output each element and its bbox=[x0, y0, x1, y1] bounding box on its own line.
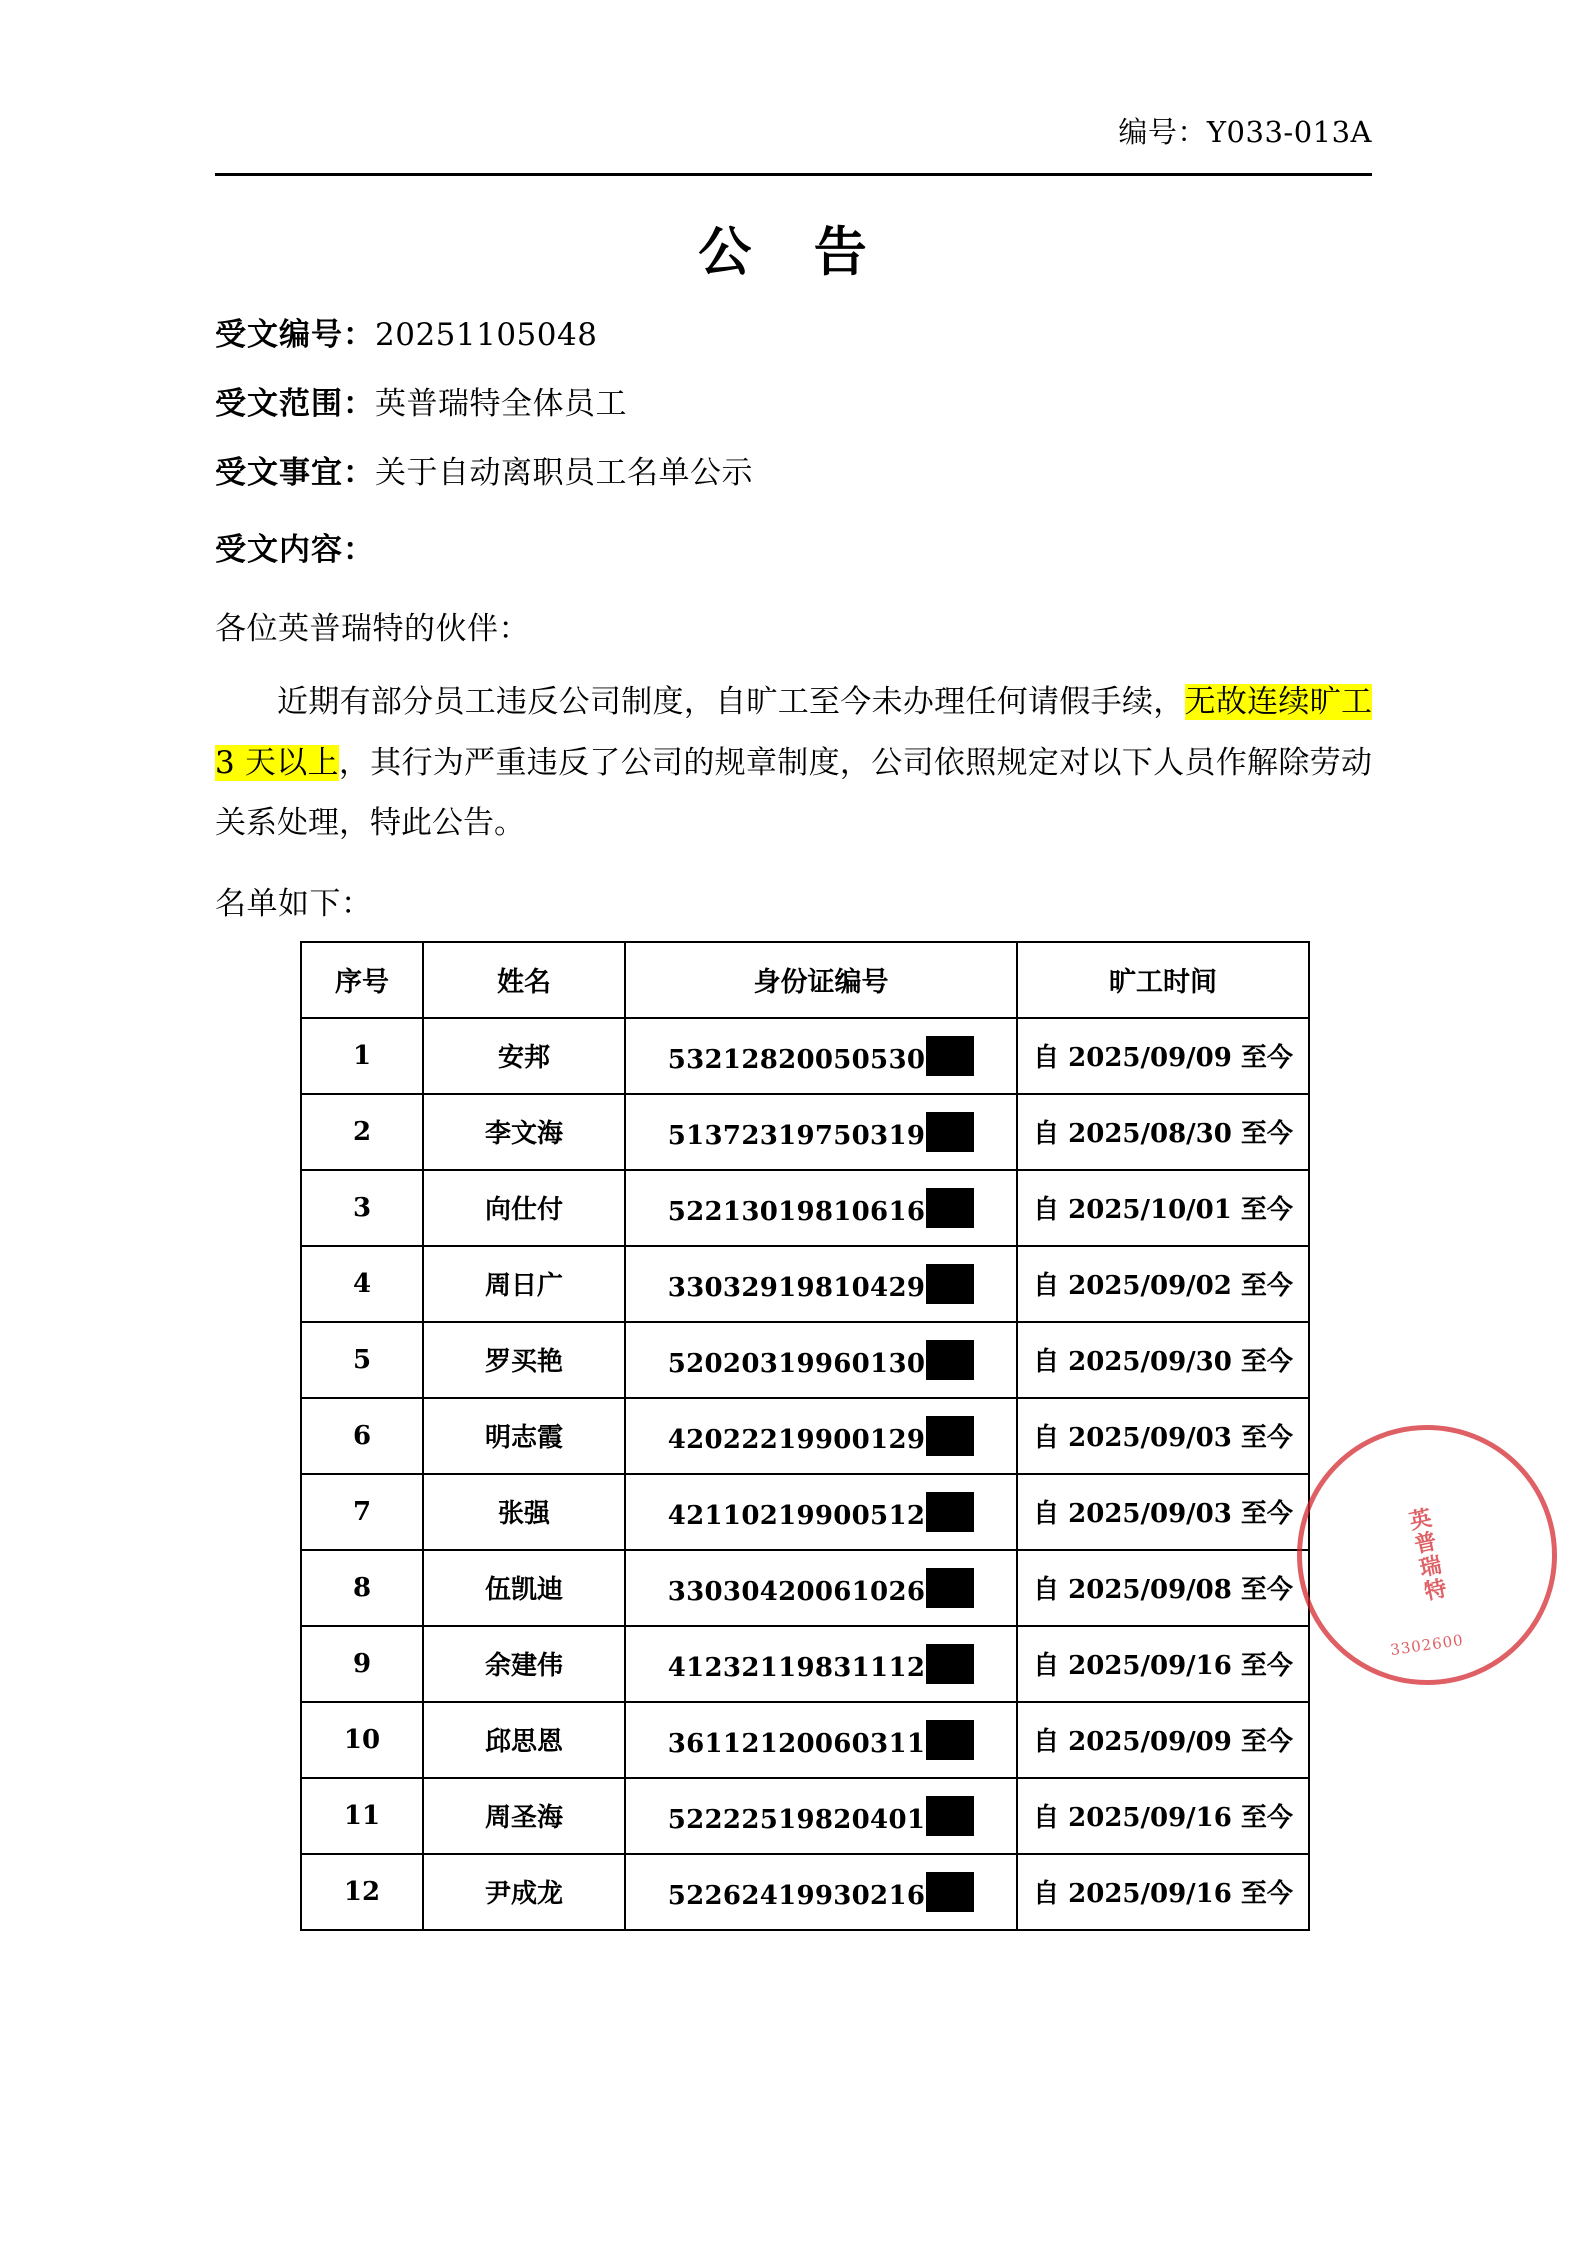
cell-id bbox=[625, 1626, 1017, 1702]
cell-name: 罗买艳 bbox=[423, 1322, 625, 1398]
time-date: 2025/09/16 bbox=[1068, 1651, 1232, 1682]
table-row bbox=[301, 1854, 1309, 1930]
id-digits: 52213019810616 bbox=[667, 1196, 926, 1227]
time-date: 2025/09/09 bbox=[1068, 1043, 1232, 1074]
redaction-bar bbox=[926, 1112, 974, 1152]
cell-time bbox=[1017, 1246, 1309, 1322]
time-date: 2025/09/16 bbox=[1068, 1803, 1232, 1834]
time-suffix: 至今 bbox=[1231, 1575, 1293, 1606]
time-prefix: 自 bbox=[1033, 1651, 1069, 1682]
cell-time bbox=[1017, 1702, 1309, 1778]
time-prefix: 自 bbox=[1033, 1195, 1069, 1226]
time-prefix: 自 bbox=[1033, 1119, 1069, 1150]
redaction-bar bbox=[926, 1416, 974, 1456]
time-suffix: 至今 bbox=[1231, 1423, 1293, 1454]
table-row bbox=[301, 1398, 1309, 1474]
meta-value: 英普瑞特全体员工 bbox=[375, 385, 627, 422]
cell-index: 3 bbox=[301, 1170, 423, 1246]
redaction-bar bbox=[926, 1036, 974, 1076]
table-header-row bbox=[301, 942, 1309, 1018]
redaction-bar bbox=[926, 1872, 974, 1912]
time-suffix: 至今 bbox=[1231, 1271, 1293, 1302]
cell-name: 明志霞 bbox=[423, 1398, 625, 1474]
cell-name: 周圣海 bbox=[423, 1778, 625, 1854]
cell-name: 尹成龙 bbox=[423, 1854, 625, 1930]
cell-name: 李文海 bbox=[423, 1094, 625, 1170]
time-suffix: 至今 bbox=[1231, 1119, 1293, 1150]
cell-name: 余建伟 bbox=[423, 1626, 625, 1702]
column-header-time: 旷工时间 bbox=[1017, 942, 1309, 1018]
redaction-bar bbox=[926, 1644, 974, 1684]
header-divider bbox=[215, 173, 1372, 176]
cell-index: 6 bbox=[301, 1398, 423, 1474]
id-digits: 42110219900512 bbox=[667, 1500, 926, 1531]
meta-row-scope bbox=[215, 385, 1372, 424]
id-digits: 52262419930216 bbox=[667, 1880, 926, 1911]
body-part-1: 近期有部分员工违反公司制度，自旷工至今未办理任何请假手续， bbox=[277, 684, 1185, 721]
content-section-label: 受文内容： bbox=[215, 532, 375, 569]
cell-id bbox=[625, 1322, 1017, 1398]
table-row bbox=[301, 1626, 1309, 1702]
column-header-id: 身份证编号 bbox=[625, 942, 1017, 1018]
time-prefix: 自 bbox=[1033, 1575, 1069, 1606]
cell-name: 向仕付 bbox=[423, 1170, 625, 1246]
cell-time bbox=[1017, 1322, 1309, 1398]
cell-time bbox=[1017, 1854, 1309, 1930]
doc-number bbox=[215, 0, 1372, 151]
time-date: 2025/10/01 bbox=[1068, 1195, 1232, 1226]
cell-time bbox=[1017, 1778, 1309, 1854]
cell-index: 11 bbox=[301, 1778, 423, 1854]
cell-index: 7 bbox=[301, 1474, 423, 1550]
cell-index: 10 bbox=[301, 1702, 423, 1778]
cell-id bbox=[625, 1094, 1017, 1170]
meta-row-doc-number bbox=[215, 316, 1372, 355]
time-suffix: 至今 bbox=[1231, 1803, 1293, 1834]
id-digits: 36112120060311 bbox=[667, 1728, 926, 1759]
table-row bbox=[301, 1170, 1309, 1246]
id-digits: 33032919810429 bbox=[667, 1272, 926, 1303]
cell-name: 邱思恩 bbox=[423, 1702, 625, 1778]
cell-time bbox=[1017, 1398, 1309, 1474]
meta-label: 受文范围： bbox=[215, 385, 375, 422]
meta-value: 20251105048 bbox=[375, 317, 598, 353]
cell-time bbox=[1017, 1018, 1309, 1094]
id-digits: 51372319750319 bbox=[667, 1120, 926, 1151]
time-date: 2025/09/02 bbox=[1068, 1271, 1232, 1302]
table-row bbox=[301, 1550, 1309, 1626]
time-date: 2025/09/03 bbox=[1068, 1499, 1232, 1530]
time-suffix: 至今 bbox=[1231, 1651, 1293, 1682]
time-date: 2025/08/30 bbox=[1068, 1119, 1232, 1150]
cell-id bbox=[625, 1854, 1017, 1930]
cell-time bbox=[1017, 1474, 1309, 1550]
redaction-bar bbox=[926, 1492, 974, 1532]
cell-time bbox=[1017, 1626, 1309, 1702]
cell-id bbox=[625, 1474, 1017, 1550]
column-header-index: 序号 bbox=[301, 942, 423, 1018]
cell-id bbox=[625, 1550, 1017, 1626]
id-digits: 52222519820401 bbox=[667, 1804, 926, 1835]
cell-name: 伍凯迪 bbox=[423, 1550, 625, 1626]
time-suffix: 至今 bbox=[1231, 1195, 1293, 1226]
page-title: 公 告 bbox=[698, 221, 889, 283]
time-date: 2025/09/03 bbox=[1068, 1423, 1232, 1454]
body-part-2: ，其行为严重违反了公司的规章制度，公司依照规定对以下人员作解除劳动关系处理，特此公告。 bbox=[215, 744, 1373, 842]
doc-number-value: Y033-013A bbox=[1206, 115, 1372, 149]
redaction-bar bbox=[926, 1264, 974, 1304]
time-prefix: 自 bbox=[1033, 1043, 1069, 1074]
cell-id bbox=[625, 1018, 1017, 1094]
table-row bbox=[301, 1094, 1309, 1170]
cell-index: 4 bbox=[301, 1246, 423, 1322]
meta-value: 关于自动离职员工名单公示 bbox=[375, 454, 753, 491]
cell-index: 2 bbox=[301, 1094, 423, 1170]
cell-time bbox=[1017, 1550, 1309, 1626]
table-row bbox=[301, 1246, 1309, 1322]
time-date: 2025/09/30 bbox=[1068, 1347, 1232, 1378]
table-row bbox=[301, 1702, 1309, 1778]
cell-id bbox=[625, 1246, 1017, 1322]
redaction-bar bbox=[926, 1340, 974, 1380]
time-prefix: 自 bbox=[1033, 1347, 1069, 1378]
doc-number-label: 编号： bbox=[1118, 115, 1207, 149]
cell-id bbox=[625, 1778, 1017, 1854]
time-prefix: 自 bbox=[1033, 1423, 1069, 1454]
seal-code: 3302600 bbox=[1389, 1630, 1465, 1660]
cell-name: 周日广 bbox=[423, 1246, 625, 1322]
time-prefix: 自 bbox=[1033, 1499, 1069, 1530]
time-prefix: 自 bbox=[1033, 1727, 1069, 1758]
id-digits: 41232119831112 bbox=[667, 1652, 926, 1683]
meta-row-subject bbox=[215, 454, 1372, 493]
time-date: 2025/09/08 bbox=[1068, 1575, 1232, 1606]
id-digits: 53212820050530 bbox=[667, 1044, 926, 1075]
table-row bbox=[301, 1322, 1309, 1398]
cell-index: 12 bbox=[301, 1854, 423, 1930]
time-date: 2025/09/16 bbox=[1068, 1879, 1232, 1910]
cell-name: 安邦 bbox=[423, 1018, 625, 1094]
salutation: 各位英普瑞特的伙伴： bbox=[215, 611, 530, 648]
redaction-bar bbox=[926, 1568, 974, 1608]
meta-label: 受文编号： bbox=[215, 317, 375, 353]
time-suffix: 至今 bbox=[1231, 1499, 1293, 1530]
table-row bbox=[301, 1018, 1309, 1094]
cell-index: 8 bbox=[301, 1550, 423, 1626]
time-prefix: 自 bbox=[1033, 1879, 1069, 1910]
seal-text: 英普瑞特 bbox=[1403, 1505, 1450, 1605]
redaction-bar bbox=[926, 1796, 974, 1836]
redaction-bar bbox=[926, 1188, 974, 1228]
table-row bbox=[301, 1778, 1309, 1854]
time-suffix: 至今 bbox=[1231, 1043, 1293, 1074]
redaction-bar bbox=[926, 1720, 974, 1760]
time-suffix: 至今 bbox=[1231, 1347, 1293, 1378]
cell-id bbox=[625, 1702, 1017, 1778]
cell-index: 5 bbox=[301, 1322, 423, 1398]
time-prefix: 自 bbox=[1033, 1803, 1069, 1834]
cell-time bbox=[1017, 1094, 1309, 1170]
company-seal-stamp bbox=[1297, 1425, 1557, 1685]
time-date: 2025/09/09 bbox=[1068, 1727, 1232, 1758]
column-header-name: 姓名 bbox=[423, 942, 625, 1018]
roster-label: 名单如下： bbox=[215, 885, 373, 922]
body-paragraph bbox=[215, 672, 1372, 853]
cell-time bbox=[1017, 1170, 1309, 1246]
time-suffix: 至今 bbox=[1231, 1727, 1293, 1758]
id-digits: 33030420061026 bbox=[667, 1576, 926, 1607]
cell-index: 9 bbox=[301, 1626, 423, 1702]
id-digits: 42022219900129 bbox=[667, 1424, 926, 1455]
cell-id bbox=[625, 1398, 1017, 1474]
cell-id bbox=[625, 1170, 1017, 1246]
id-digits: 52020319960130 bbox=[667, 1348, 926, 1379]
cell-index: 1 bbox=[301, 1018, 423, 1094]
roster-table bbox=[300, 941, 1310, 1931]
cell-name: 张强 bbox=[423, 1474, 625, 1550]
meta-label: 受文事宜： bbox=[215, 454, 375, 491]
table-row bbox=[301, 1474, 1309, 1550]
body-highlight: 无故连续旷工 3 天以上 bbox=[215, 684, 1373, 781]
time-prefix: 自 bbox=[1033, 1271, 1069, 1302]
time-suffix: 至今 bbox=[1231, 1879, 1293, 1910]
